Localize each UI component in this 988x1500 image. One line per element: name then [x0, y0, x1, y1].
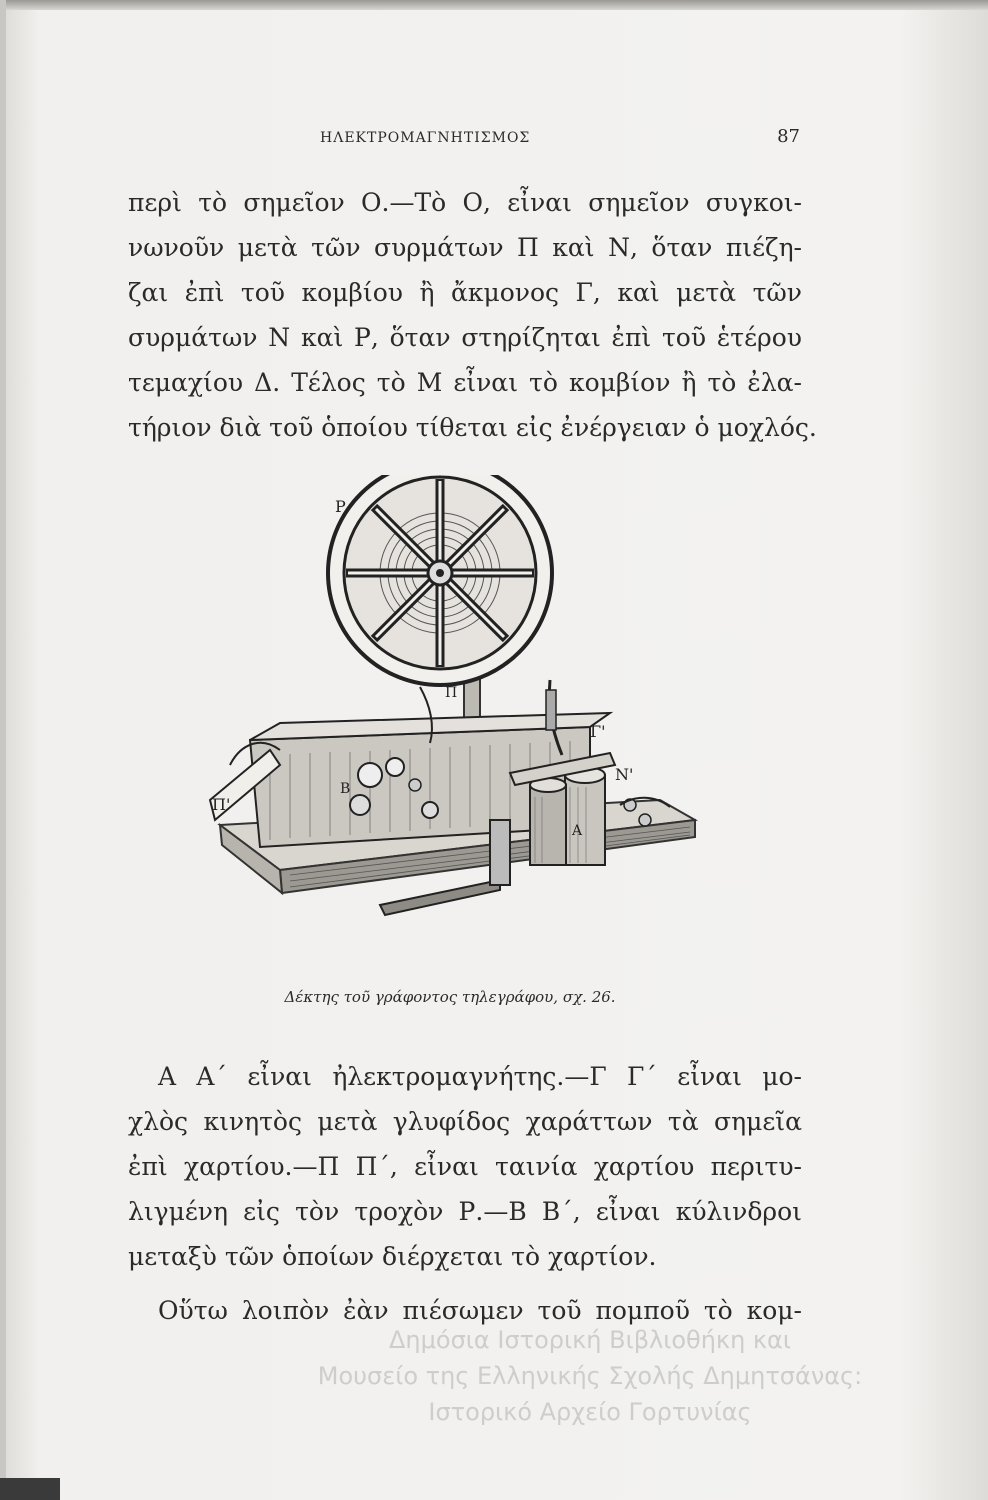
page-left-edge [0, 0, 6, 1500]
text-line: Α Α΄ εἶναι ἠλεκτρομαγνήτης.—Γ Γ΄ εἶναι μο- [158, 1062, 802, 1091]
label-pi: Π [445, 685, 458, 701]
figure-caption: Δέκτης τοῦ γράφοντος τηλεγράφου, σχ. 26. [284, 988, 616, 1006]
page-corner-shadow [0, 1478, 60, 1500]
page-header [130, 124, 800, 154]
telegraph-receiver-illustration [190, 475, 710, 955]
label-gamma-prime: Γ' [590, 722, 606, 741]
page-number: 87 [777, 126, 800, 147]
text-line: συρμάτων Ν καὶ Ρ, ὅταν στηρίζηται ἐπὶ τοῦ ἑτέρου [128, 323, 802, 352]
label-n-prime: N' [615, 765, 634, 784]
text-line: νωνοῦν μετὰ τῶν συρμάτων Π καὶ Ν, ὅταν πιέζη- [128, 233, 802, 262]
text-line: περὶ τὸ σημεῖον Ο.—Τὸ Ο, εἶναι σημεῖον συγκοι- [128, 188, 802, 217]
watermark-line: Μουσείο της Ελληνικής Σχολής Δημητσάνας: [317, 1362, 863, 1390]
running-title: ΗΛΕΚΤΡΟΜΑΓΝΗΤΙΣΜΟΣ [320, 130, 531, 146]
text-line: τήριον διὰ τοῦ ὁποίου τίθεται εἰς ἐνέργειαν ὁ μοχλός. [128, 413, 817, 442]
text-line: ζαι ἐπὶ τοῦ κομβίου ἢ ἄκμονος Γ, καὶ μετὰ τῶν [128, 278, 802, 307]
page-top-edge [0, 0, 988, 10]
text-line: χλὸς κινητὸς μετὰ γλυφίδος χαράττων τὰ σημεῖα [128, 1107, 802, 1136]
text-line: ἐπὶ χαρτίου.—Π Π΄, εἶναι ταινία χαρτίου περιτυ- [128, 1152, 802, 1181]
text-line: λιγμένη εἰς τὸν τροχὸν Ρ.—Β Β΄, εἶναι κύλινδροι [128, 1197, 802, 1226]
label-p: P [335, 497, 346, 516]
text-line: μεταξὺ τῶν ὁποίων διέρχεται τὸ χαρτίον. [128, 1242, 657, 1271]
label-pi-prime: Π' [212, 795, 231, 814]
paragraph-1 [128, 180, 817, 450]
paragraph-2 [128, 1054, 802, 1279]
text-line: τεμαχίου Δ. Τέλος τὸ Μ εἶναι τὸ κομβίον ἢ τὸ ἐλα- [128, 368, 802, 397]
text-line: Οὕτω λοιπὸν ἐὰν πιέσωμεν τοῦ πομποῦ τὸ κομ- [158, 1296, 802, 1325]
watermark-line: Ιστορικό Αρχείο Γορτυνίας [428, 1398, 752, 1426]
library-watermark [210, 1322, 970, 1430]
watermark-line: Δημόσια Ιστορική Βιβλιοθήκη και [389, 1326, 791, 1354]
label-a: Α [572, 823, 583, 839]
label-b: Β [340, 781, 351, 797]
